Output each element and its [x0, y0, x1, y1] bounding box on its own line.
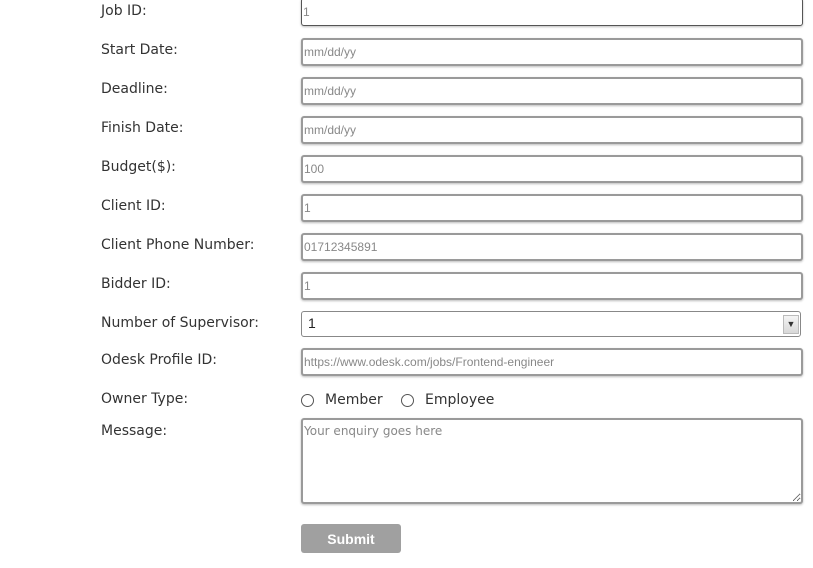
radio-circle-icon[interactable] — [301, 394, 314, 407]
deadline-input[interactable] — [301, 77, 803, 105]
employee-label: Employee — [425, 392, 495, 408]
odesk-input[interactable] — [301, 348, 803, 376]
client-phone-input[interactable] — [301, 233, 803, 261]
owner-type-label: Owner Type: — [101, 391, 189, 407]
supervisor-label: Number of Supervisor: — [101, 315, 259, 331]
client-phone-label: Client Phone Number: — [101, 237, 255, 253]
odesk-label: Odesk Profile ID: — [101, 352, 217, 368]
member-label: Member — [325, 392, 383, 408]
client-id-label: Client ID: — [101, 198, 166, 214]
job-id-label: Job ID: — [101, 3, 147, 19]
owner-member-radio[interactable] — [301, 392, 383, 408]
message-label: Message: — [101, 423, 168, 439]
supervisor-value: 1 — [308, 315, 316, 331]
radio-circle-icon[interactable] — [401, 394, 414, 407]
budget-label: Budget($): — [101, 159, 176, 175]
budget-input[interactable] — [301, 155, 803, 183]
start-date-input[interactable] — [301, 38, 803, 66]
owner-employee-radio[interactable] — [401, 392, 494, 408]
finish-date-input[interactable] — [301, 116, 803, 144]
start-date-label: Start Date: — [101, 42, 178, 58]
chevron-down-icon[interactable]: ▼ — [783, 315, 799, 334]
bidder-id-label: Bidder ID: — [101, 276, 171, 292]
message-textarea[interactable] — [301, 418, 803, 504]
finish-date-label: Finish Date: — [101, 120, 184, 136]
supervisor-select[interactable] — [301, 311, 801, 337]
submit-button[interactable]: Submit — [301, 524, 401, 553]
bidder-id-input[interactable] — [301, 272, 803, 300]
job-id-input[interactable] — [301, 0, 803, 26]
client-id-input[interactable] — [301, 194, 803, 222]
deadline-label: Deadline: — [101, 81, 168, 97]
